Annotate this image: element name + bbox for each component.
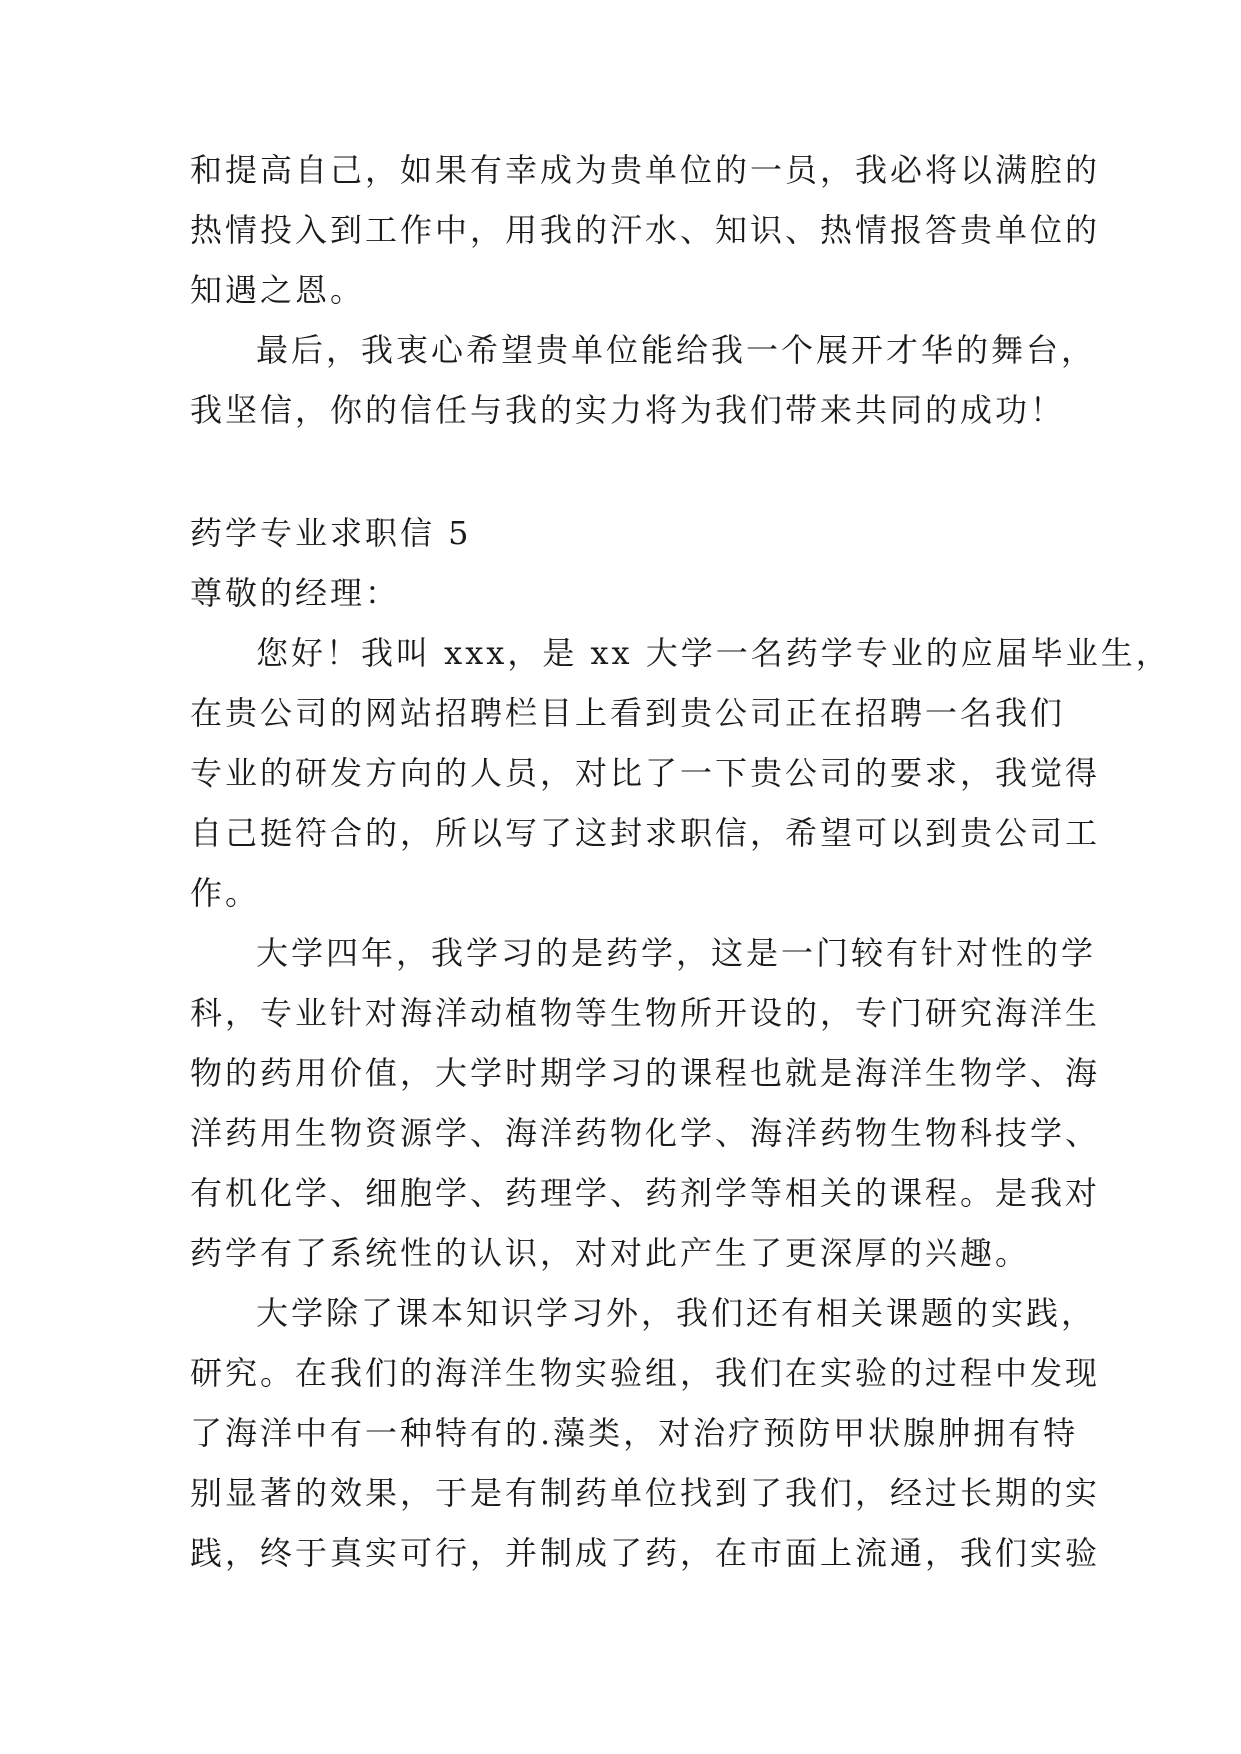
text-line: 了海洋中有一种特有的.藻类，对治疗预防甲状腺肿拥有特 [190,1414,1079,1452]
text-line: 大学四年，我学习的是药学，这是一门较有针对性的学 [256,934,1097,972]
text-line: 热情投入到工作中，用我的汗水、知识、热情报答贵单位的 [190,211,1101,249]
text-line: 物的药用价值，大学时期学习的课程也就是海洋生物学、海 [190,1054,1101,1092]
text-line: 专业的研发方向的人员，对比了一下贵公司的要求，我觉得 [190,754,1101,792]
text-line: 您好！我叫 xxx，是 xx 大学一名药学专业的应届毕业生， [256,634,1171,672]
text-line: 作。 [190,874,261,912]
text-line: 在贵公司的网站招聘栏目上看到贵公司正在招聘一名我们 [190,694,1066,732]
text-line: 有机化学、细胞学、药理学、药剂学等相关的课程。是我对 [190,1174,1101,1212]
text-line: 洋药用生物资源学、海洋药物化学、海洋药物生物科技学、 [190,1114,1101,1152]
text-line: 践，终于真实可行，并制成了药，在市面上流通，我们实验 [190,1534,1101,1572]
text-line: 药学有了系统性的认识，对对此产生了更深厚的兴趣。 [190,1234,1031,1272]
text-line: 别显著的效果，于是有制药单位找到了我们，经过长期的实 [190,1474,1101,1512]
text-line: 研究。在我们的海洋生物实验组，我们在实验的过程中发现 [190,1354,1101,1392]
text-line: 我坚信，你的信任与我的实力将为我们带来共同的成功！ [190,391,1066,429]
text-line: 最后，我衷心希望贵单位能给我一个展开才华的舞台， [256,331,1097,369]
text-line: 科，专业针对海洋动植物等生物所开设的，专门研究海洋生 [190,994,1101,1032]
text-line: 知遇之恩。 [190,271,366,309]
text-line: 自己挺符合的，所以写了这封求职信，希望可以到贵公司工 [190,814,1101,852]
salutation: 尊敬的经理： [190,574,401,612]
text-line: 和提高自己，如果有幸成为贵单位的一员，我必将以满腔的 [190,151,1101,189]
text-line: 大学除了课本知识学习外，我们还有相关课题的实践， [256,1294,1097,1332]
section-title: 药学专业求职信 5 [190,514,472,552]
